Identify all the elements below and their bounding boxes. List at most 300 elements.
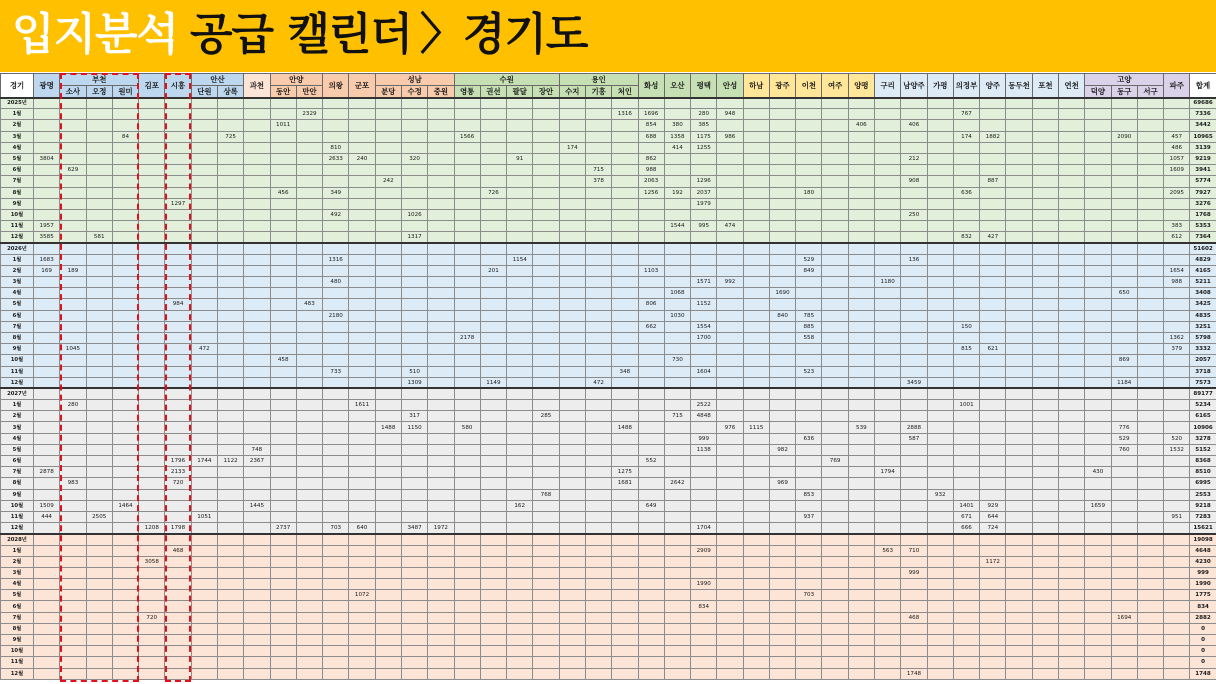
table-cell — [612, 444, 638, 455]
month-row — [1, 467, 1216, 478]
table-cell — [638, 467, 664, 478]
table-cell — [375, 198, 401, 209]
table-cell — [139, 601, 165, 612]
table-cell — [1032, 422, 1058, 433]
table-cell — [375, 221, 401, 232]
table-cell — [428, 98, 454, 109]
table-cell — [533, 187, 559, 198]
table-cell — [612, 165, 638, 176]
table-cell — [1137, 321, 1163, 332]
table-cell — [848, 646, 874, 657]
table-cell — [796, 411, 822, 422]
table-cell — [638, 411, 664, 422]
month-label: 11월 — [1, 657, 34, 668]
table-cell — [217, 277, 243, 288]
table-cell: 1659 — [1085, 500, 1111, 511]
table-cell — [875, 344, 901, 355]
table-cell: 457 — [1164, 131, 1190, 142]
table-cell — [454, 511, 480, 522]
table-cell — [848, 590, 874, 601]
table-cell — [901, 265, 927, 276]
table-cell — [1111, 556, 1137, 567]
month-row — [1, 456, 1216, 467]
table-cell — [1085, 612, 1111, 623]
table-cell — [296, 668, 322, 679]
table-cell: 776 — [1111, 422, 1137, 433]
table-cell — [664, 321, 690, 332]
table-cell — [428, 366, 454, 377]
month-total: 9219 — [1190, 153, 1216, 164]
table-cell — [1164, 209, 1190, 220]
table-cell — [507, 165, 533, 176]
table-cell — [139, 120, 165, 131]
table-cell — [848, 98, 874, 109]
table-cell — [691, 534, 717, 545]
table-cell — [507, 355, 533, 366]
table-cell — [191, 635, 217, 646]
table-cell — [875, 511, 901, 522]
table-cell — [217, 556, 243, 567]
month-row — [1, 209, 1216, 220]
table-cell — [585, 209, 611, 220]
month-label: 3월 — [1, 131, 34, 142]
table-cell — [769, 422, 795, 433]
table-cell — [927, 478, 953, 489]
table-cell — [743, 299, 769, 310]
table-cell — [848, 254, 874, 265]
table-cell — [1164, 422, 1190, 433]
table-cell — [927, 400, 953, 411]
table-cell — [1111, 478, 1137, 489]
month-total: 3139 — [1190, 142, 1216, 153]
table-cell — [848, 556, 874, 567]
month-label: 2월 — [1, 265, 34, 276]
table-cell — [165, 153, 191, 164]
table-cell: 1571 — [691, 277, 717, 288]
table-cell — [244, 109, 270, 120]
table-cell — [848, 142, 874, 153]
table-cell — [585, 590, 611, 601]
table-cell — [1032, 221, 1058, 232]
table-cell — [1137, 277, 1163, 288]
table-cell — [1164, 489, 1190, 500]
table-cell — [717, 377, 743, 388]
table-cell — [165, 646, 191, 657]
table-cell — [638, 534, 664, 545]
table-cell — [270, 467, 296, 478]
table-cell: 280 — [691, 109, 717, 120]
table-cell — [769, 377, 795, 388]
table-cell — [349, 98, 375, 109]
table-cell — [349, 187, 375, 198]
table-cell — [1059, 657, 1085, 668]
table-cell — [191, 534, 217, 545]
table-cell — [454, 635, 480, 646]
table-cell: 969 — [769, 478, 795, 489]
table-cell: 1138 — [691, 444, 717, 455]
table-cell — [349, 254, 375, 265]
table-cell — [1137, 489, 1163, 500]
table-cell — [691, 623, 717, 634]
table-cell — [507, 388, 533, 399]
table-cell — [165, 221, 191, 232]
table-cell — [533, 556, 559, 567]
table-cell — [191, 332, 217, 343]
table-cell — [323, 612, 349, 623]
table-cell — [349, 120, 375, 131]
table-cell — [296, 523, 322, 534]
table-cell — [1164, 388, 1190, 399]
table-cell — [1032, 579, 1058, 590]
table-cell — [559, 444, 585, 455]
table-cell — [480, 579, 506, 590]
table-cell — [822, 511, 848, 522]
table-cell — [980, 277, 1006, 288]
month-label: 9월 — [1, 489, 34, 500]
table-cell: 1748 — [901, 668, 927, 679]
table-cell — [112, 176, 138, 187]
table-cell — [507, 612, 533, 623]
table-cell — [1032, 120, 1058, 131]
table-cell — [428, 556, 454, 567]
table-cell — [401, 310, 427, 321]
table-cell — [165, 176, 191, 187]
table-cell — [638, 612, 664, 623]
table-cell — [217, 198, 243, 209]
table-cell — [323, 567, 349, 578]
table-cell — [1111, 668, 1137, 679]
table-cell — [86, 277, 112, 288]
table-cell — [769, 243, 795, 254]
table-cell — [796, 400, 822, 411]
table-cell — [507, 511, 533, 522]
table-cell — [349, 567, 375, 578]
table-cell: 2329 — [296, 109, 322, 120]
table-cell — [1006, 198, 1032, 209]
table-cell — [507, 310, 533, 321]
table-cell — [822, 646, 848, 657]
table-cell: 629 — [60, 165, 86, 176]
city-header: 포천 — [1032, 74, 1058, 98]
month-row — [1, 422, 1216, 433]
month-label: 8월 — [1, 332, 34, 343]
table-cell — [1085, 187, 1111, 198]
district-header: 수지 — [559, 86, 585, 98]
table-cell — [1032, 411, 1058, 422]
table-cell — [1032, 377, 1058, 388]
table-cell — [875, 456, 901, 467]
table-cell — [296, 579, 322, 590]
table-cell — [454, 579, 480, 590]
table-cell: 1798 — [165, 523, 191, 534]
city-header: 광주 — [769, 74, 795, 98]
table-cell — [60, 467, 86, 478]
table-cell — [480, 456, 506, 467]
table-cell — [217, 433, 243, 444]
city-header: 연천 — [1059, 74, 1085, 98]
table-cell — [980, 456, 1006, 467]
table-cell: 1275 — [612, 467, 638, 478]
table-cell — [769, 366, 795, 377]
table-cell: 1566 — [454, 131, 480, 142]
table-cell — [86, 120, 112, 131]
table-cell — [112, 377, 138, 388]
month-label: 3월 — [1, 567, 34, 578]
table-cell: 406 — [901, 120, 927, 131]
table-cell — [244, 411, 270, 422]
table-cell — [1006, 299, 1032, 310]
table-cell — [1111, 467, 1137, 478]
table-cell — [1006, 579, 1032, 590]
table-cell: 4848 — [691, 411, 717, 422]
table-cell — [717, 198, 743, 209]
table-cell: 1072 — [349, 590, 375, 601]
table-cell — [612, 635, 638, 646]
table-cell — [1137, 668, 1163, 679]
table-cell — [691, 590, 717, 601]
month-row — [1, 165, 1216, 176]
table-cell — [428, 411, 454, 422]
table-cell — [86, 400, 112, 411]
table-cell — [743, 556, 769, 567]
table-cell — [165, 109, 191, 120]
table-cell — [296, 198, 322, 209]
table-cell — [1164, 254, 1190, 265]
table-cell — [1085, 534, 1111, 545]
table-cell — [507, 400, 533, 411]
table-cell — [848, 567, 874, 578]
table-cell — [612, 545, 638, 556]
table-cell — [796, 646, 822, 657]
table-cell: 769 — [822, 456, 848, 467]
table-cell — [1032, 98, 1058, 109]
table-cell — [533, 153, 559, 164]
table-cell — [296, 165, 322, 176]
table-cell — [743, 511, 769, 522]
table-cell — [86, 567, 112, 578]
table-cell — [875, 579, 901, 590]
table-cell — [1006, 635, 1032, 646]
table-cell — [480, 321, 506, 332]
table-cell — [507, 623, 533, 634]
table-cell — [1111, 456, 1137, 467]
table-cell — [664, 623, 690, 634]
table-cell — [86, 635, 112, 646]
table-cell — [953, 98, 979, 109]
table-cell — [454, 198, 480, 209]
table-cell: 1309 — [401, 377, 427, 388]
table-cell — [401, 467, 427, 478]
table-cell — [165, 511, 191, 522]
table-cell: 983 — [60, 478, 86, 489]
table-cell — [60, 109, 86, 120]
table-cell — [165, 612, 191, 623]
table-cell — [901, 456, 927, 467]
table-cell: 724 — [980, 523, 1006, 534]
month-row — [1, 612, 1216, 623]
month-total: 8510 — [1190, 467, 1216, 478]
table-cell — [691, 646, 717, 657]
table-cell — [244, 120, 270, 131]
table-cell — [428, 422, 454, 433]
table-cell — [875, 288, 901, 299]
table-cell — [428, 534, 454, 545]
table-cell — [244, 567, 270, 578]
month-row — [1, 187, 1216, 198]
table-cell — [217, 221, 243, 232]
table-cell — [901, 332, 927, 343]
table-cell — [34, 243, 60, 254]
table-cell — [1111, 500, 1137, 511]
table-cell — [717, 344, 743, 355]
table-cell — [349, 467, 375, 478]
district-header: 분당 — [375, 86, 401, 98]
table-cell — [34, 176, 60, 187]
table-cell — [533, 109, 559, 120]
month-total: 4165 — [1190, 265, 1216, 276]
table-cell — [1059, 579, 1085, 590]
table-cell — [1032, 321, 1058, 332]
table-cell — [401, 646, 427, 657]
table-cell — [901, 388, 927, 399]
table-cell — [270, 422, 296, 433]
table-cell — [1032, 556, 1058, 567]
table-cell — [507, 567, 533, 578]
table-cell — [480, 500, 506, 511]
table-cell — [1137, 433, 1163, 444]
table-cell — [60, 511, 86, 522]
table-cell — [270, 411, 296, 422]
table-cell — [612, 321, 638, 332]
month-label: 9월 — [1, 344, 34, 355]
table-cell — [375, 456, 401, 467]
table-cell — [375, 120, 401, 131]
table-cell: 1152 — [691, 299, 717, 310]
table-cell — [533, 198, 559, 209]
month-total: 7573 — [1190, 377, 1216, 388]
table-cell — [139, 176, 165, 187]
table-cell — [86, 456, 112, 467]
table-cell — [612, 489, 638, 500]
table-cell — [165, 377, 191, 388]
table-cell — [454, 444, 480, 455]
table-cell — [375, 590, 401, 601]
table-cell — [323, 299, 349, 310]
table-cell — [507, 176, 533, 187]
table-cell: 951 — [1164, 511, 1190, 522]
month-label: 1월 — [1, 400, 34, 411]
table-cell — [480, 332, 506, 343]
table-cell — [585, 601, 611, 612]
table-cell — [796, 444, 822, 455]
table-cell — [1164, 467, 1190, 478]
table-cell — [953, 221, 979, 232]
table-cell — [507, 657, 533, 668]
table-cell — [139, 657, 165, 668]
table-cell — [244, 388, 270, 399]
table-cell — [743, 489, 769, 500]
table-cell — [743, 467, 769, 478]
table-cell — [585, 187, 611, 198]
table-cell — [191, 209, 217, 220]
table-cell — [743, 623, 769, 634]
table-cell — [86, 612, 112, 623]
table-cell — [1032, 668, 1058, 679]
table-cell — [1006, 321, 1032, 332]
table-cell — [1164, 590, 1190, 601]
table-cell — [980, 332, 1006, 343]
table-cell — [612, 623, 638, 634]
table-cell — [1111, 299, 1137, 310]
table-cell — [585, 668, 611, 679]
table-cell — [1111, 545, 1137, 556]
table-cell — [559, 500, 585, 511]
table-cell — [1164, 176, 1190, 187]
table-cell — [191, 277, 217, 288]
table-cell — [559, 422, 585, 433]
table-cell: 1696 — [638, 109, 664, 120]
table-cell — [1111, 321, 1137, 332]
table-cell — [796, 456, 822, 467]
table-cell — [848, 310, 874, 321]
table-cell — [638, 567, 664, 578]
table-cell — [875, 142, 901, 153]
table-cell — [717, 366, 743, 377]
table-cell — [717, 232, 743, 243]
table-cell — [848, 400, 874, 411]
table-cell — [533, 523, 559, 534]
table-cell — [86, 321, 112, 332]
table-cell — [822, 467, 848, 478]
table-cell: 1990 — [691, 579, 717, 590]
table-cell — [875, 601, 901, 612]
table-cell — [244, 221, 270, 232]
table-cell — [1111, 165, 1137, 176]
table-cell — [480, 590, 506, 601]
month-label: 4월 — [1, 579, 34, 590]
table-cell — [743, 254, 769, 265]
table-cell — [112, 310, 138, 321]
table-cell — [796, 657, 822, 668]
table-cell — [507, 444, 533, 455]
table-cell — [454, 254, 480, 265]
table-cell — [375, 232, 401, 243]
table-cell — [585, 467, 611, 478]
table-cell — [1059, 243, 1085, 254]
table-cell — [270, 511, 296, 522]
table-cell — [375, 366, 401, 377]
table-cell — [480, 478, 506, 489]
table-cell — [796, 176, 822, 187]
table-cell — [585, 288, 611, 299]
table-cell — [743, 400, 769, 411]
table-cell — [1085, 623, 1111, 634]
month-row — [1, 131, 1216, 142]
table-cell — [717, 388, 743, 399]
table-cell — [533, 623, 559, 634]
table-cell — [244, 511, 270, 522]
table-cell — [191, 109, 217, 120]
table-cell — [60, 131, 86, 142]
table-cell — [717, 310, 743, 321]
table-cell: 529 — [796, 254, 822, 265]
table-cell — [428, 433, 454, 444]
table-cell — [454, 590, 480, 601]
table-cell — [769, 433, 795, 444]
table-cell — [480, 344, 506, 355]
table-cell — [743, 433, 769, 444]
table-cell — [927, 142, 953, 153]
